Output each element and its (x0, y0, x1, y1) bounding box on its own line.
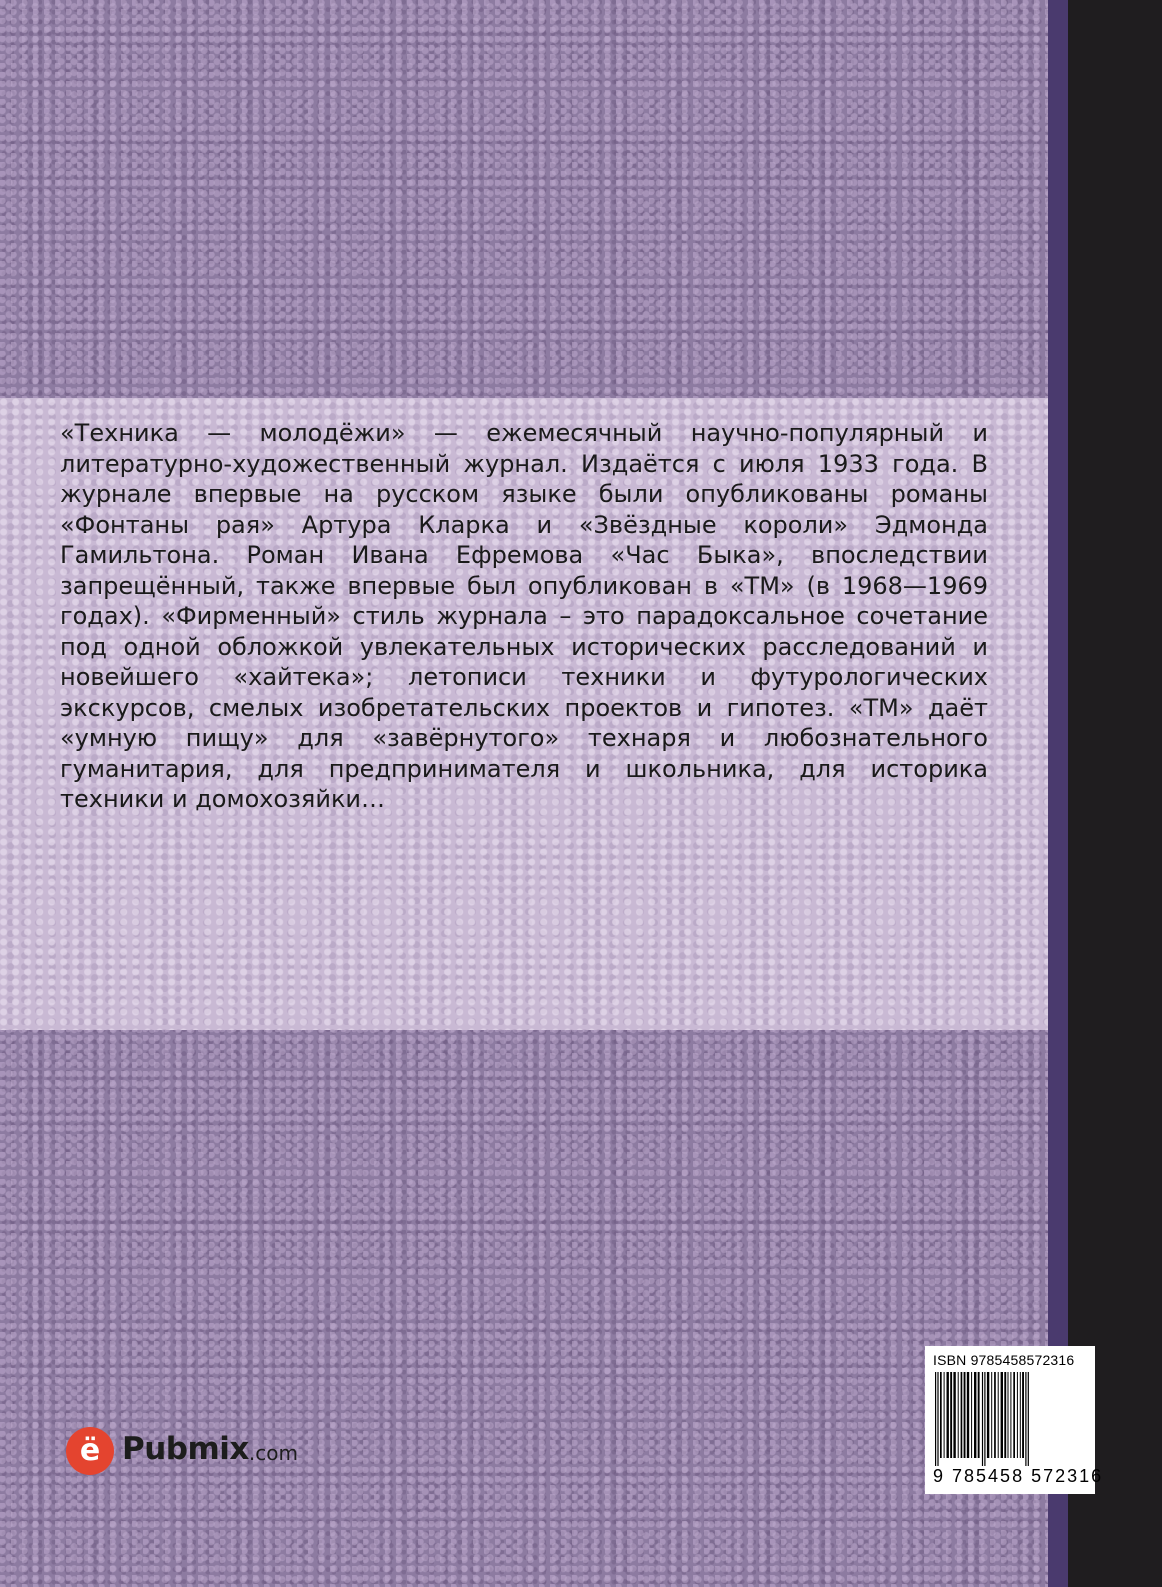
barcode-bar (958, 1372, 959, 1458)
barcode-bar (944, 1372, 945, 1458)
barcode-bar (1020, 1372, 1021, 1458)
barcode-bar (987, 1372, 989, 1458)
barcode-bar (1013, 1372, 1015, 1458)
cover-blurb: «Техника — молодёжи» — ежемесячный научно-популярный и литературно-художественный журнал. Издаётся с июля 1933 года. В журнале впервые на русском языке были опубликованы романы «Фонтаны рая» Артура Кларка и «Звёздные короли» Эдмонда Гамильтона. Роман Ивана Ефремова «Час Быка», впоследствии запрещённый, также впервые был опубликован в «ТМ» (в 1968—1969 годах). «Фирменный» стиль журнала – это парадоксальное сочетание под одной обложкой увлекательных исторических расследований и новейшего «хайтека»; летописи техники и футурологических экскурсов, смелых изобретательских проектов и гипотез. «ТМ» даёт «умную пищу» для «завёрнутого» технаря и любознательного гуманитария, для предпринимателя и школьника, для историка техники и домохозяйки… (60, 419, 988, 813)
barcode-bar (994, 1372, 996, 1458)
barcode-bar (1022, 1372, 1024, 1458)
barcode-bar (1001, 1372, 1003, 1458)
publisher-logo (66, 1424, 298, 1474)
barcode-bar (950, 1372, 952, 1458)
barcode-bar (978, 1372, 980, 1458)
barcode-bar (984, 1372, 985, 1466)
barcode-bar (940, 1372, 942, 1458)
pubmix-logo-icon: ё (66, 1427, 114, 1475)
barcode-bar (967, 1372, 969, 1458)
barcode-bar (937, 1372, 938, 1466)
barcode-bar (998, 1372, 999, 1458)
isbn-label: ISBN 9785458572316 (933, 1352, 1075, 1368)
barcode-bar (974, 1372, 976, 1458)
barcode-bar (991, 1372, 992, 1458)
isbn-barcode (925, 1346, 1104, 1494)
publisher-name: Pubmix (122, 1431, 249, 1467)
barcode-bar (1025, 1372, 1026, 1466)
barcode-bar (1010, 1372, 1011, 1458)
barcode-bar (1004, 1372, 1006, 1458)
barcode-bar (953, 1372, 955, 1458)
barcode-bar (1017, 1372, 1018, 1458)
barcode-bar (982, 1372, 983, 1466)
barcode-bar (971, 1372, 972, 1458)
barcode-bar (961, 1372, 963, 1458)
isbn-digits: 9 785458 572316 (933, 1466, 1104, 1486)
barcode-bars (933, 1372, 1087, 1466)
barcode-bar (935, 1372, 936, 1466)
barcode-bar (964, 1372, 966, 1458)
barcode-bar (947, 1372, 949, 1458)
barcode-bar (1028, 1372, 1029, 1466)
publisher-domain: .com (248, 1441, 298, 1465)
barcode-bar (1008, 1372, 1009, 1458)
